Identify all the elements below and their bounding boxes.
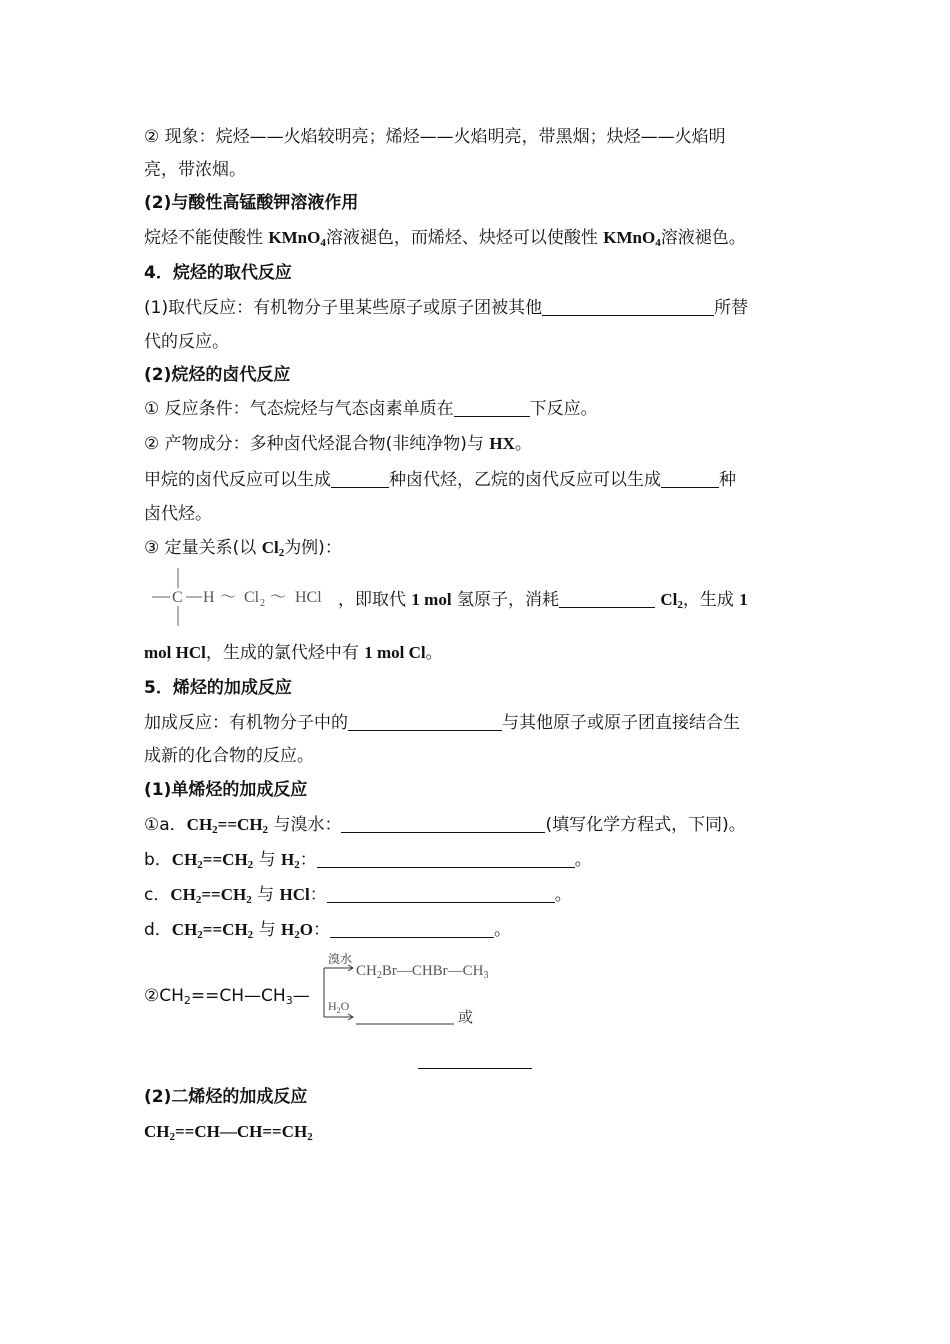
answer-blank[interactable] [330, 919, 494, 938]
product-dibromide: $CH_2Br—CHBr—CH_3$ [356, 963, 489, 981]
line-item-a: ①a．$CH_2==CH_2$ 与溴水： (填写化学方程式，下同)。 [144, 815, 746, 836]
formula-hcl: HCl [295, 589, 322, 606]
answer-blank[interactable] [341, 814, 545, 833]
line-flame-cont [144, 159, 814, 181]
formula-tilde-1: ～ [220, 589, 237, 606]
line-substitution-def-cont: 代的反应。 [144, 332, 229, 352]
line-item-d: d．$CH_2==CH_2$ 与 $H_2O$： 。 [144, 920, 511, 941]
answer-blank[interactable] [317, 849, 575, 868]
line-halide-count-cont: 卤代烃。 [144, 504, 212, 524]
kmno4-heading: (2)与酸性高锰酸钾溶液作用 [144, 193, 359, 213]
or-text: 或 [458, 1008, 474, 1026]
line-halogenation-heading: (2)烷烃的卤代反应 [144, 365, 291, 385]
answer-blank[interactable] [454, 398, 530, 417]
formula-tilde-2: ～ [270, 589, 287, 606]
line-diene-formula: $CH_2==CH—CH==CH_2$ [144, 1122, 313, 1143]
line-quantitative: ③ 定量关系(以 $Cl_2$为例)： [144, 538, 342, 559]
condition-water: $H_2O$ [328, 999, 350, 1015]
circled-2: ② [144, 127, 160, 147]
answer-blank[interactable] [559, 589, 655, 608]
line-item-b: b．$CH_2==CH_2$ 与 $H_2$： 。 [144, 850, 592, 871]
formula-hydrogen: H [203, 589, 215, 606]
answer-blank[interactable] [327, 884, 555, 903]
answer-blank[interactable] [542, 297, 714, 316]
line-substitution-def: (1)取代反应：有机物分子里某些原子或原子团被其他 所替 [144, 298, 749, 318]
line-addition-def-cont: 成新的化合物的反应。 [144, 746, 314, 766]
answer-blank[interactable] [418, 1068, 532, 1069]
section-4-heading: 4．烷烃的取代反应 [144, 263, 292, 283]
line-product-composition: ② 产物成分：多种卤代烃混合物(非纯净物)与 HX。 [144, 434, 532, 454]
line-addition-def: 加成反应：有机物分子中的 与其他原子或原子团直接结合生 [144, 713, 740, 733]
line-quantitative-end: mol HCl，生成的氯代烃中有 1 mol Cl。 [144, 643, 443, 663]
formula-chlorine: Cl [244, 589, 260, 606]
line-flame-phenomenon [144, 126, 814, 148]
line-kmno4-text: 烷烃不能使酸性 KMnO$_4$溶液褪色，而烯烃、炔烃可以使酸性 KMnO$_4$溶液褪色。 [144, 228, 746, 249]
line-reaction-condition: ① 反应条件：气态烷烃与气态卤素单质在 下反应。 [144, 399, 598, 419]
flame-text-cont: 亮，带浓烟。 [144, 160, 246, 180]
flame-text: 现象：烷烃——火焰较明亮；烯烃——火焰明亮，带黑烟；炔烃——火焰明 [159, 127, 726, 147]
line-propene: $②CH_2==CH—CH_3—$ [144, 986, 310, 1007]
answer-blank[interactable] [331, 469, 389, 488]
answer-blank[interactable] [348, 712, 502, 731]
answer-blank[interactable] [661, 469, 719, 488]
propene-branch-diagram [318, 950, 518, 1030]
line-halide-count: 甲烷的卤代反应可以生成 种卤代烃，乙烷的卤代反应可以生成 种 [144, 470, 736, 490]
condition-bromine-water: 溴水 [328, 952, 353, 966]
line-item-c: c．$CH_2==CH_2$ 与 HCl： 。 [144, 885, 572, 906]
section-5-heading: 5．烯烃的加成反应 [144, 678, 292, 698]
methane-formula [148, 566, 338, 628]
line-diene-heading: (2)二烯烃的加成反应 [144, 1087, 308, 1107]
formula-carbon: C [172, 589, 183, 606]
line-monoalkene-heading: (1)单烯烃的加成反应 [144, 780, 308, 800]
formula-chlorine-sub: 2 [260, 598, 265, 609]
line-kmno4-heading [144, 192, 814, 214]
line-quantitative-cont: ，即取代 1 mol 氢原子，消耗 $Cl_2$，生成 1 [338, 590, 748, 611]
